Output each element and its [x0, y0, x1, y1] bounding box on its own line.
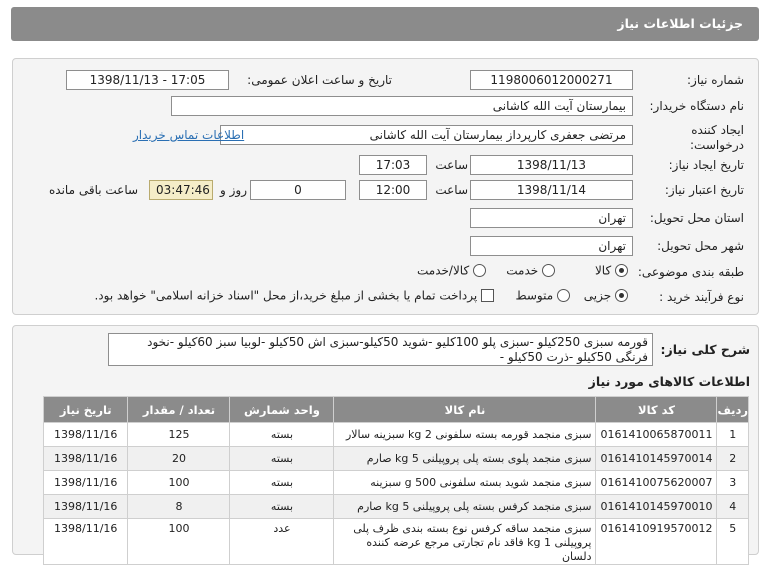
items-panel [12, 325, 759, 563]
create-time-label: ساعت [435, 158, 468, 172]
need-details-panel [12, 58, 759, 315]
days-label: روز و [220, 183, 247, 197]
buyer-field: بیمارستان آیت الله کاشانی [171, 96, 633, 116]
cell-date: 1398/11/16 [44, 519, 128, 565]
cell-unit: بسته [230, 471, 334, 495]
province-field: تهران [470, 208, 633, 228]
cell-unit: عدد [230, 519, 334, 565]
city-label: شهر محل تحویل: [657, 239, 744, 253]
cell-code: 0161410145970014 [596, 447, 717, 471]
col-row: ردیف [717, 397, 749, 423]
cell-row: 4 [717, 495, 749, 519]
days-remaining-field: 0 [250, 180, 346, 200]
city-field: تهران [470, 236, 633, 256]
category-option-goods[interactable]: کالا [595, 263, 628, 278]
table-row [44, 447, 749, 471]
category-label: طبقه بندی موضوعی: [637, 265, 744, 279]
items-table [43, 396, 749, 565]
cell-name: سبزی منجمد شوید بسته سلفونی 500 g سبزینه [334, 471, 596, 495]
col-name: نام کالا [334, 397, 596, 423]
col-unit: واحد شمارش [230, 397, 334, 423]
cell-code: 0161410065870011 [596, 423, 717, 447]
cell-name: سبزی منجمد ساقه کرفس نوع بسته بندی ظرف پلی پروپیلنی 1 kg فاقد نام تجارتی مرجع عرضه کننده دلسان [334, 519, 596, 565]
announce-datetime-label: تاریخ و ساعت اعلان عمومی: [247, 73, 392, 87]
cell-row: 5 [717, 519, 749, 565]
table-row [44, 495, 749, 519]
checkbox-icon [481, 289, 494, 302]
need-number-label: شماره نیاز: [687, 73, 744, 87]
items-section-title: اطلاعات کالاهای مورد نیاز [588, 374, 750, 389]
radio-selected-icon [615, 264, 628, 277]
radio-icon [473, 264, 486, 277]
col-qty: تعداد / مقدار [128, 397, 230, 423]
valid-date-label: تاریخ اعتبار نیاز: [664, 183, 744, 197]
category-option-service[interactable]: خدمت [506, 263, 555, 278]
creator-field: مرتضی جعفری کارپرداز بیمارستان آیت الله کاشانی [220, 125, 633, 145]
create-date-field: 1398/11/13 [470, 155, 633, 175]
cell-date: 1398/11/16 [44, 471, 128, 495]
remaining-time-field: 03:47:46 [149, 180, 213, 200]
cell-qty: 8 [128, 495, 230, 519]
table-row [44, 471, 749, 495]
cell-row: 2 [717, 447, 749, 471]
need-number-field: 1198006012000271 [470, 70, 633, 90]
process-option-minor[interactable]: جزیی [584, 288, 628, 303]
treasury-payment-checkbox[interactable] [94, 288, 494, 303]
announce-datetime-field: 1398/11/13 - 17:05 [66, 70, 229, 90]
cell-row: 1 [717, 423, 749, 447]
cell-code: 0161410075620007 [596, 471, 717, 495]
valid-date-field: 1398/11/14 [470, 180, 633, 200]
cell-qty: 125 [128, 423, 230, 447]
buyer-contact-link[interactable]: اطلاعات تماس خریدار [133, 128, 245, 142]
page-title: جزئیات اطلاعات نیاز [617, 16, 743, 31]
creator-label: ایجاد کننده درخواست: [690, 123, 744, 152]
treasury-payment-note: پرداخت تمام یا بخشی از مبلغ خرید،از محل "اسناد خزانه اسلامی" خواهد بود. [94, 288, 478, 303]
table-row [44, 519, 749, 565]
valid-time-field: 12:00 [359, 180, 427, 200]
cell-name: سبزی منجمد قورمه بسته سلفونی 2 kg سبزینه سالار [334, 423, 596, 447]
cell-unit: بسته [230, 423, 334, 447]
cell-date: 1398/11/16 [44, 447, 128, 471]
valid-time-label: ساعت [435, 183, 468, 197]
create-time-field: 17:03 [359, 155, 427, 175]
col-date: تاریخ نیاز [44, 397, 128, 423]
cell-qty: 100 [128, 519, 230, 565]
description-field: قورمه سبزی 250کیلو -سبزی پلو 100کلیو -شوید 50کیلو-سبزی اش 50کیلو -لوبیا سبز 60کیلو -نخود فرنگی 50کیلو -ذرت 50کیلو - [108, 333, 653, 366]
radio-selected-icon [615, 289, 628, 302]
create-date-label: تاریخ ایجاد نیاز: [668, 158, 744, 172]
cell-code: 0161410145970010 [596, 495, 717, 519]
cell-unit: بسته [230, 447, 334, 471]
page-header [11, 7, 759, 41]
items-table-header [44, 397, 749, 423]
province-label: استان محل تحویل: [649, 211, 744, 225]
table-row [44, 423, 749, 447]
cell-row: 3 [717, 471, 749, 495]
remaining-time-label: ساعت باقی مانده [49, 183, 139, 197]
cell-date: 1398/11/16 [44, 423, 128, 447]
description-label: شرح کلی نیاز: [660, 342, 750, 357]
cell-date: 1398/11/16 [44, 495, 128, 519]
category-option-goods-service[interactable]: کالا/خدمت [417, 263, 486, 278]
radio-icon [542, 264, 555, 277]
cell-name: سبزی منجمد کرفس بسته پلی پروپیلنی 5 kg صارم [334, 495, 596, 519]
cell-unit: بسته [230, 495, 334, 519]
cell-code: 0161410919570012 [596, 519, 717, 565]
cell-qty: 100 [128, 471, 230, 495]
cell-qty: 20 [128, 447, 230, 471]
col-code: کد کالا [596, 397, 717, 423]
cell-name: سبزی منجمد پلوی بسته پلی پروپیلنی 5 kg صارم [334, 447, 596, 471]
process-label: نوع فرآیند خرید : [659, 290, 744, 304]
process-option-medium[interactable]: متوسط [515, 288, 570, 303]
radio-icon [557, 289, 570, 302]
buyer-label: نام دستگاه خریدار: [649, 99, 744, 113]
